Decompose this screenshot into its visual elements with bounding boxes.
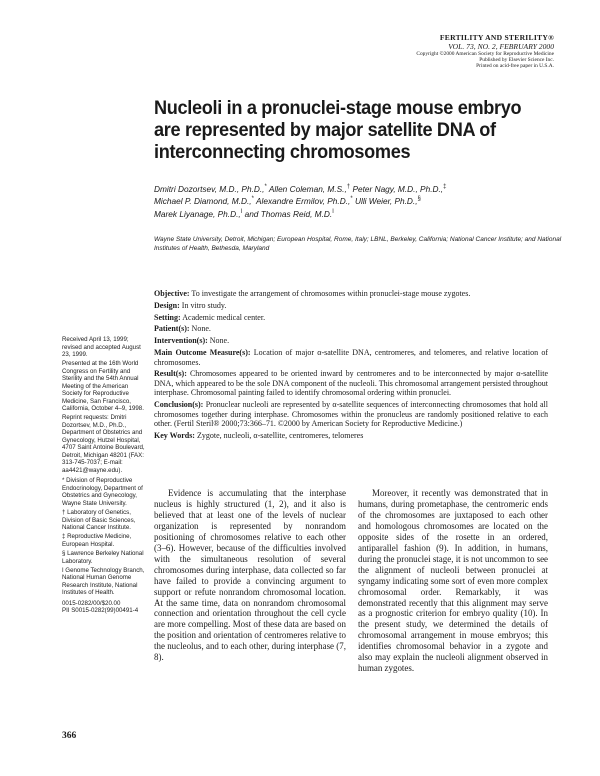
journal-name: FERTILITY AND STERILITY® bbox=[439, 33, 554, 42]
author-list bbox=[154, 183, 574, 220]
abstract-design: Design: In vitro study. bbox=[154, 300, 227, 310]
author: Marek Liyanage, Ph.D.,$^ǀ$ bbox=[154, 208, 243, 219]
page-number: 366 bbox=[62, 731, 77, 741]
publisher-line: Published by Elsevier Science Inc. bbox=[479, 57, 554, 64]
abstract-conclusions: Conclusion(s): Pronuclear nucleoli are represented by α-satellite sequences of interconnecting chromosomes that hold all chromosomes together during interphase. Chromosomes within the pronucleus are randomly positioned relative to each other. (Fertil Steril® 2000;73:366–71. ©2000 by American Society for Reproductive Medicine.) bbox=[154, 400, 549, 429]
pii-code: PII S0015-0282(99)00491-4 bbox=[62, 607, 139, 615]
footnote: * Division of Reproductive Endocrinology, Department of Obstetrics and Gynecology, Wayne State University. bbox=[62, 477, 143, 507]
author: Peter Nagy, M.D., Ph.D.,‡ bbox=[352, 183, 447, 194]
body-column-left bbox=[154, 488, 346, 663]
author: Allen Coleman, M.S.,† bbox=[268, 183, 351, 194]
footnote: † Laboratory of Genetics, Division of Basic Sciences, National Cancer Institute. bbox=[62, 509, 136, 532]
abstract-setting: Setting: Academic medical center. bbox=[154, 312, 266, 322]
abstract-results: Result(s): Chromosomes appeared to be oriented inward by centromeres and to be interconnected by major α-satellite DNA, which appeared to be the sole DNA component of the nucleoli. This chromosomal arrangement persisted throughout interphase. Chromosomal painting failed to identify chromosomal ordering within pronuclei. bbox=[154, 369, 548, 398]
issn-code: 0015-0282/00/$20.00 bbox=[62, 599, 121, 607]
article-title: Nucleoli in a pronuclei-stage mouse embryo are represented by major satellite DNA of interconnecting chromosomes bbox=[154, 97, 522, 163]
footnote: ‡ Reproductive Medicine, European Hospital. bbox=[62, 533, 132, 548]
footnote: ǀ Genome Technology Branch, National Human Genome Research Institute, National Institutes of Health. bbox=[62, 566, 145, 597]
copyright-line: Copyright ©2000 American Society for Reproductive Medicine bbox=[416, 51, 554, 57]
journal-header bbox=[416, 34, 554, 69]
author: Ulli Weier, Ph.D.,§ bbox=[354, 196, 421, 207]
abstract-keywords: Key Words: Zygote, nucleoli, α-satellite, centromeres, telomeres bbox=[154, 431, 364, 441]
presented-note: Presented at the 16th World Congress on Fertility and Sterility and the 54th Annual Meeting of the American Society for Reproductive Medicine, San Francisco, California, October 4–9, 1998. bbox=[62, 360, 144, 413]
author: Dmitri Dozortsev, M.D., Ph.D.,* bbox=[154, 183, 267, 194]
received-note: Received April 13, 1999; revised and accepted August 23, 1999. bbox=[62, 336, 141, 358]
author: Michael P. Diamond, M.D.,* bbox=[154, 196, 254, 207]
abstract-patients: Patient(s): None. bbox=[154, 324, 211, 334]
author: Alexandre Ermilov, Ph.D.,* bbox=[255, 196, 353, 207]
body-paragraph: Evidence is accumulating that the interphase nucleus is highly structured (1, 2), and it also is believed that at least one of the levels of nuclear organization is represented by nonrandom positioning of chromosomes relative to each other (3–6). However, because of the difficulties involved with the simultaneous resolution of several chromosomes during interphase, data collected so far have failed to provide a convincing argument to support or refute nonrandom chromosomal location. At the same time, data on nonrandom chromosomal connection and orientation throughout the cell cycle are more compelling. Most of these data are based on the position and orientation of centromeres relative to the nucleolus, and to each other, during interphase (7, 8). bbox=[154, 488, 346, 663]
journal-volume: VOL. 73, NO. 2, FEBRUARY 2000 bbox=[448, 41, 554, 51]
sidebar-notes bbox=[62, 336, 150, 615]
abstract-objective: Objective: To investigate the arrangement of chromosomes within pronuclei-stage mouse zygotes. bbox=[154, 289, 471, 298]
footnote: § Lawrence Berkeley National Laboratory. bbox=[62, 550, 144, 565]
reprint-requests: Reprint requests: Dmitri Dozortsev, M.D., Ph.D., Department of Obstetrics and Gynecology, Hutzel Hospital, 4707 Saint Antoine Boulevard, Detroit, Michigan 48201 (FAX: 313-745-7037; E-mail: aa4421@wayne.edu). bbox=[62, 414, 145, 474]
body-paragraph: Moreover, it recently was demonstrated that in humans, during prometaphase, the centromeric ends of the chromosomes are juxtaposed to each other and homologous chromosomes are located on the opposite sides of the rosette in an ordered, antiparallel fashion (9). In addition, in humans, during the pronuclei stage, it is not uncommon to see the alignment of nucleoli between pronuclei at syngamy indicating some sort of even more complex chromosomal order. Remarkably, it was demonstrated recently that this alignment may serve as a prognostic criterion for embryo quality (10). In the present study, we determined the details of chromosomal arrangement in mouse embryos; this identifies chromosomal behavior in a zygote and also may explain the nucleoli alignment observed in human zygotes. bbox=[358, 488, 548, 674]
abstract-interventions: Intervention(s): None. bbox=[154, 336, 230, 346]
body-column-right bbox=[358, 488, 548, 674]
abstract-outcome: Main Outcome Measure(s): Location of major α-satellite DNA, centromeres, and telomeres, and relative location of chromosomes. bbox=[154, 348, 549, 367]
affiliations: Wayne State University, Detroit, Michigan; European Hospital, Rome, Italy; LBNL, Berkeley, California; National Cancer Institute; and National Institutes of Health, Bethesda, Maryland bbox=[154, 236, 562, 252]
author: and Thomas Reid, M.D.$^ǀ$ bbox=[244, 208, 334, 219]
printing-line: Printed on acid-free paper in U.S.A. bbox=[476, 63, 554, 70]
abstract bbox=[154, 289, 548, 443]
